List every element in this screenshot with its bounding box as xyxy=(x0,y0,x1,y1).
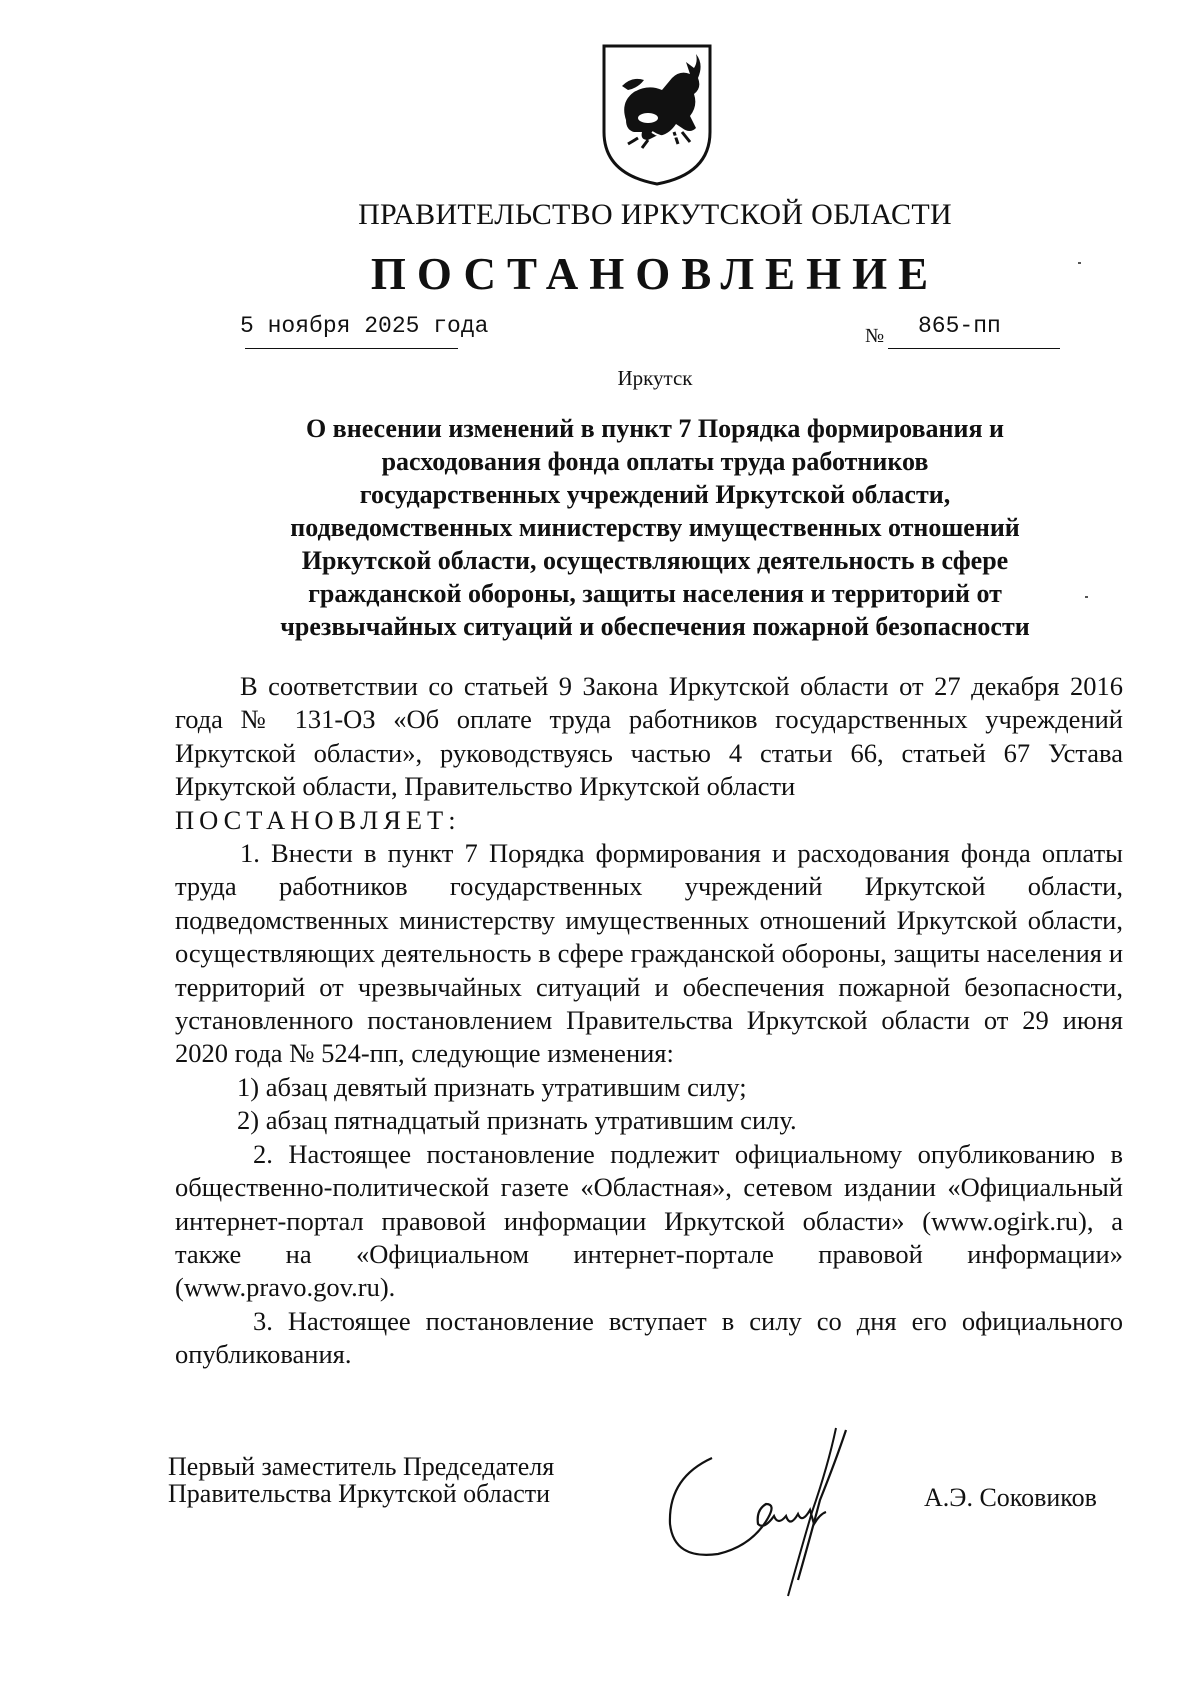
item-3-paragraph: 3. Настоящее постановление вступает в силу со дня его официального опубликования. xyxy=(175,1305,1123,1370)
scan-speck xyxy=(1085,596,1088,598)
document-body xyxy=(175,670,1123,1372)
scan-speck xyxy=(1078,262,1081,264)
government-title: ПРАВИТЕЛЬСТВО ИРКУТСКОЙ ОБЛАСТИ xyxy=(358,198,952,231)
document-date: 5 ноября 2025 года xyxy=(240,313,489,339)
subject-line: О внесении изменений в пункт 7 Порядка формирования и xyxy=(305,414,1005,443)
document-number: 865-пп xyxy=(918,313,1001,339)
item-2-paragraph: 2. Настоящее постановление подлежит официальному опубликованию в общественно-политической газете «Областная», сетевом издании «Официальный интернет-портал правовой информации Иркутской области» (www.ogirk.ru), а также на «Официальном интернет-портале правовой информации» (www.pravo.gov.ru). xyxy=(175,1138,1123,1303)
document-subject xyxy=(200,412,1110,643)
signer-position-line: Первый заместитель Председателя xyxy=(168,1452,555,1481)
preamble-paragraph: В соответствии со статьей 9 Закона Иркутской области от 27 декабря 2016 года № 131-ОЗ «Об оплате труда работников государственных учреждений Иркутской области», руководствуясь частью 4 статьи 66, статьей 67 Устава Иркутской области, Правительство Иркутской области xyxy=(175,671,1123,802)
signer-position-line: Правительства Иркутской области xyxy=(168,1479,551,1508)
document-type-title: ПОСТАНОВЛЕНИЕ xyxy=(370,249,940,299)
subject-line: государственных учреждений Иркутской области, xyxy=(359,480,951,509)
item-1-subitem-2: 2) абзац пятнадцатый признать утратившим силу. xyxy=(237,1105,797,1136)
subject-line: Иркутской области, осуществляющих деятельность в сфере xyxy=(301,546,1009,575)
subject-line: гражданской обороны, защиты населения и территорий от xyxy=(308,579,1002,608)
number-sign: № xyxy=(865,325,885,347)
signer-name: А.Э. Соковиков xyxy=(924,1483,1097,1512)
decrees-heading: ПОСТАНОВЛЯЕТ: xyxy=(175,804,461,835)
item-1-paragraph: 1. Внести в пункт 7 Порядка формирования и расходования фонда оплаты труда работников государственных учреждений Иркутской области, подведомственных министерству имущественных отношений Иркутской области, осуществляющих деятельность в сфере гражданской обороны, защиты населения и территорий от чрезвычайных ситуаций и обеспечения пожарной безопасности, установленного постановлением Правительства Иркутской области от 29 июня 2020 года № 524-пп, следующие изменения: xyxy=(175,838,1123,1069)
subject-line: расходования фонда оплаты труда работников xyxy=(381,447,929,476)
number-underline xyxy=(888,348,1060,349)
handwritten-signature xyxy=(660,1420,860,1600)
item-1-subitem-1: 1) абзац девятый признать утратившим силу; xyxy=(237,1071,747,1102)
coat-of-arms-icon xyxy=(598,40,716,188)
subject-line: подведомственных министерству имущественных отношений xyxy=(290,513,1020,542)
date-underline xyxy=(245,348,458,349)
signer-position xyxy=(168,1453,554,1507)
subject-line: чрезвычайных ситуаций и обеспечения пожарной безопасности xyxy=(280,612,1030,641)
city-label: Иркутск xyxy=(617,366,693,390)
